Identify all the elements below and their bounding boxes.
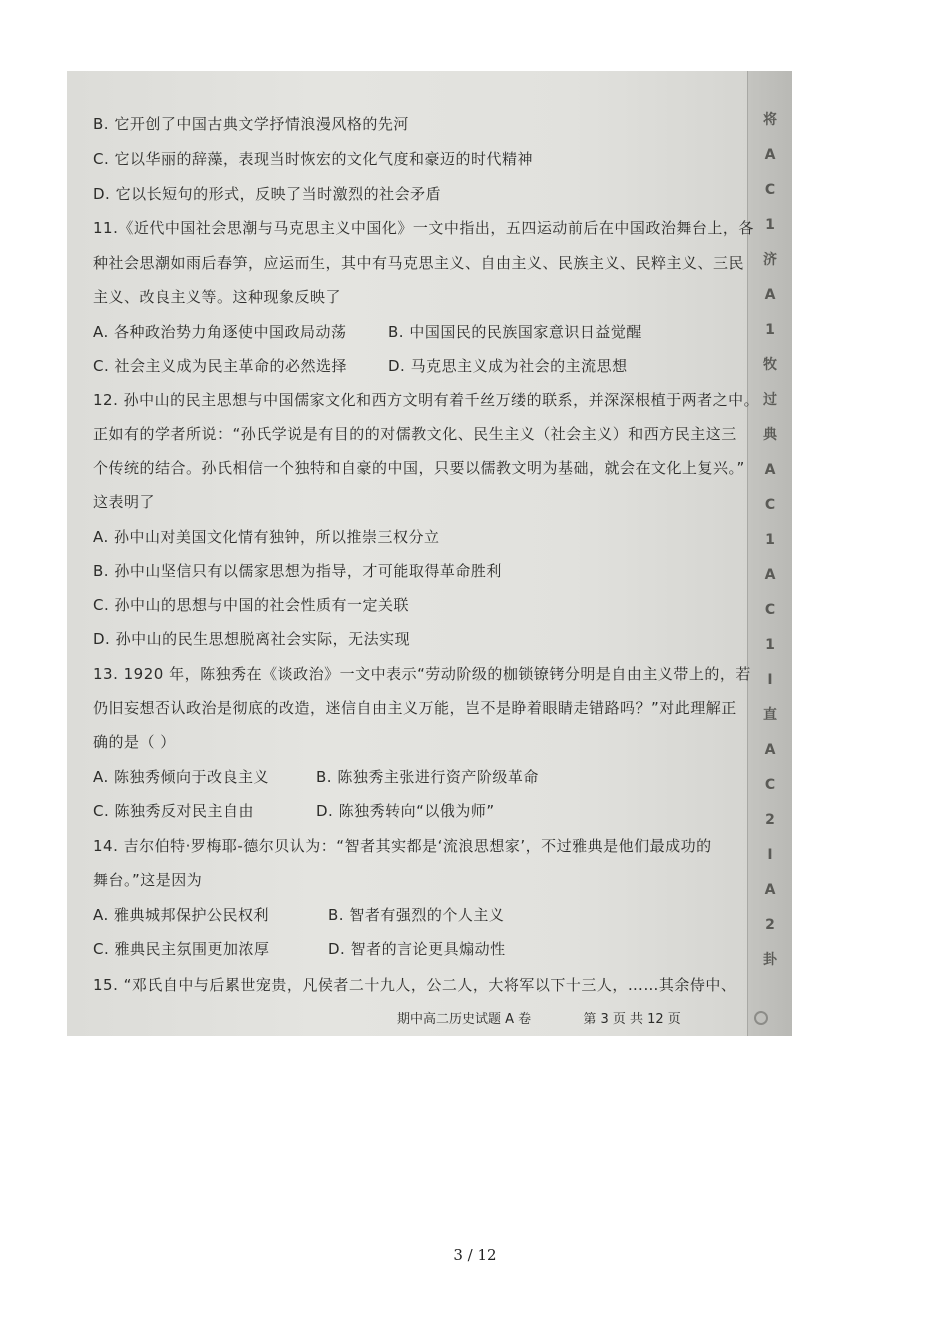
adjacent-page-characters [748,103,792,978]
question-11-option-c: C. 社会主义成为民主革命的必然选择 [93,357,348,375]
question-11-line-3: 主义、改良主义等。这种现象反映了 [93,288,342,306]
question-12-option-c: C. 孙中山的思想与中国的社会性质有一定关联 [93,596,410,614]
exam-page-count: 第 3 页 共 12 页 [583,1012,681,1027]
question-12-option-d: D. 孙中山的民生思想脱离社会实际，无法实现 [93,630,411,648]
question-11-option-b: B. 中国国民的民族国家意识日益觉醒 [388,323,642,341]
adjacent-page-char: 2 [765,917,775,933]
exam-title: 期中高二历史试题 A 卷 [397,1012,532,1027]
adjacent-page-char: A [764,147,776,163]
adjacent-page-char: 济 [763,252,777,268]
document-page-number: 3 / 12 [453,1246,497,1264]
question-12-line-4: 这表明了 [93,493,156,511]
adjacent-page-char: 1 [765,217,775,233]
question-14-line-2: 舞台。”这是因为 [93,871,203,889]
question-11-option-d: D. 马克思主义成为社会的主流思想 [388,357,628,375]
question-15-line-1: 15. “邓氏自中与后累世宠贵，凡侯者二十九人，公二人，大将军以下十三人，……其余侍中、 [93,976,737,994]
adjacent-page-char: 卦 [763,952,777,968]
scanned-exam-page [67,71,792,1036]
option-c-line: C. 它以华丽的辞藻，表现当时恢宏的文化气度和豪迈的时代精神 [93,150,534,168]
question-13-line-2: 仍旧妄想否认政治是彻底的改造，迷信自由主义万能，岂不是睁着眼睛走错路吗？”对此理解正 [93,699,737,717]
question-14-option-c: C. 雅典民主氛围更加浓厚 [93,940,270,958]
binder-hole-icon [754,1011,768,1025]
adjacent-page-char: 过 [763,392,777,408]
question-11-options-cd [93,355,628,376]
question-14-option-a: A. 雅典城邦保护公民权利 [93,906,270,924]
question-13-options-cd [93,800,495,821]
adjacent-page-char: 牧 [763,357,777,373]
adjacent-page-char: 直 [763,707,777,723]
question-14-option-b: B. 智者有强烈的个人主义 [328,906,505,924]
question-13-option-b: B. 陈独秀主张进行资产阶级革命 [316,768,539,786]
adjacent-page-char: I [767,847,773,863]
adjacent-page-char: 2 [765,812,775,828]
question-12-option-a: A. 孙中山对美国文化情有独钟，所以推崇三权分立 [93,528,440,546]
question-14-options-ab [93,904,505,925]
question-14-option-d: D. 智者的言论更具煽动性 [328,940,506,958]
question-14-line-1: 14. 吉尔伯特·罗梅耶-德尔贝认为：“智者其实都是‘流浪思想家’，不过雅典是他们最成功的 [93,837,712,855]
option-d-line: D. 它以长短句的形式，反映了当时激烈的社会矛盾 [93,185,442,203]
question-13-option-c: C. 陈独秀反对民主自由 [93,802,255,820]
question-11-option-a: A. 各种政治势力角逐使中国政局动荡 [93,323,347,341]
adjacent-page-char: A [764,287,776,303]
adjacent-page-char: 将 [763,112,777,128]
question-14-options-cd [93,938,506,959]
question-11-line-1: 11.《近代中国社会思潮与马克思主义中国化》一文中指出，五四运动前后在中国政治舞台上，各 [93,219,754,237]
scan-footer [397,1008,681,1027]
adjacent-page-char: C [764,777,776,793]
question-13-line-3: 确的是（ ） [93,733,176,751]
question-13-option-a: A. 陈独秀倾向于改良主义 [93,768,270,786]
adjacent-page-char: 1 [765,637,775,653]
question-11-line-2: 种社会思潮如雨后春笋，应运而生，其中有马克思主义、自由主义、民族主义、民粹主义、三民 [93,254,745,272]
adjacent-page-char: C [764,182,776,198]
adjacent-page-char: A [764,882,776,898]
question-12-line-2: 正如有的学者所说：“孙氏学说是有目的的对儒教文化、民生主义（社会主义）和西方民主这三 [93,425,737,443]
adjacent-page-char: A [764,462,776,478]
question-12-line-1: 12. 孙中山的民主思想与中国儒家文化和西方文明有着千丝万缕的联系，并深深根植于两者之中。 [93,391,760,409]
adjacent-page-char: 典 [763,427,777,443]
adjacent-page-char: I [767,672,773,688]
question-11-options-ab [93,321,642,342]
adjacent-page-char: C [764,497,776,513]
question-12-option-b: B. 孙中山坚信只有以儒家思想为指导，才可能取得革命胜利 [93,562,502,580]
adjacent-page-char: A [764,567,776,583]
adjacent-page-char: C [764,602,776,618]
adjacent-page-char: A [764,742,776,758]
question-13-options-ab [93,766,539,787]
adjacent-page-char: 1 [765,322,775,338]
adjacent-page-char: 1 [765,532,775,548]
question-12-line-3: 个传统的结合。孙氏相信一个独特和自豪的中国，只要以儒教文明为基础，就会在文化上复兴。” [93,459,745,477]
option-b-line: B. 它开创了中国古典文学抒情浪漫风格的先河 [93,115,409,133]
question-13-option-d: D. 陈独秀转向“以俄为师” [316,802,495,820]
question-13-line-1: 13. 1920 年，陈独秀在《谈政治》一文中表示“劳动阶级的枷锁镣铐分明是自由主义带上的，若 [93,665,751,683]
